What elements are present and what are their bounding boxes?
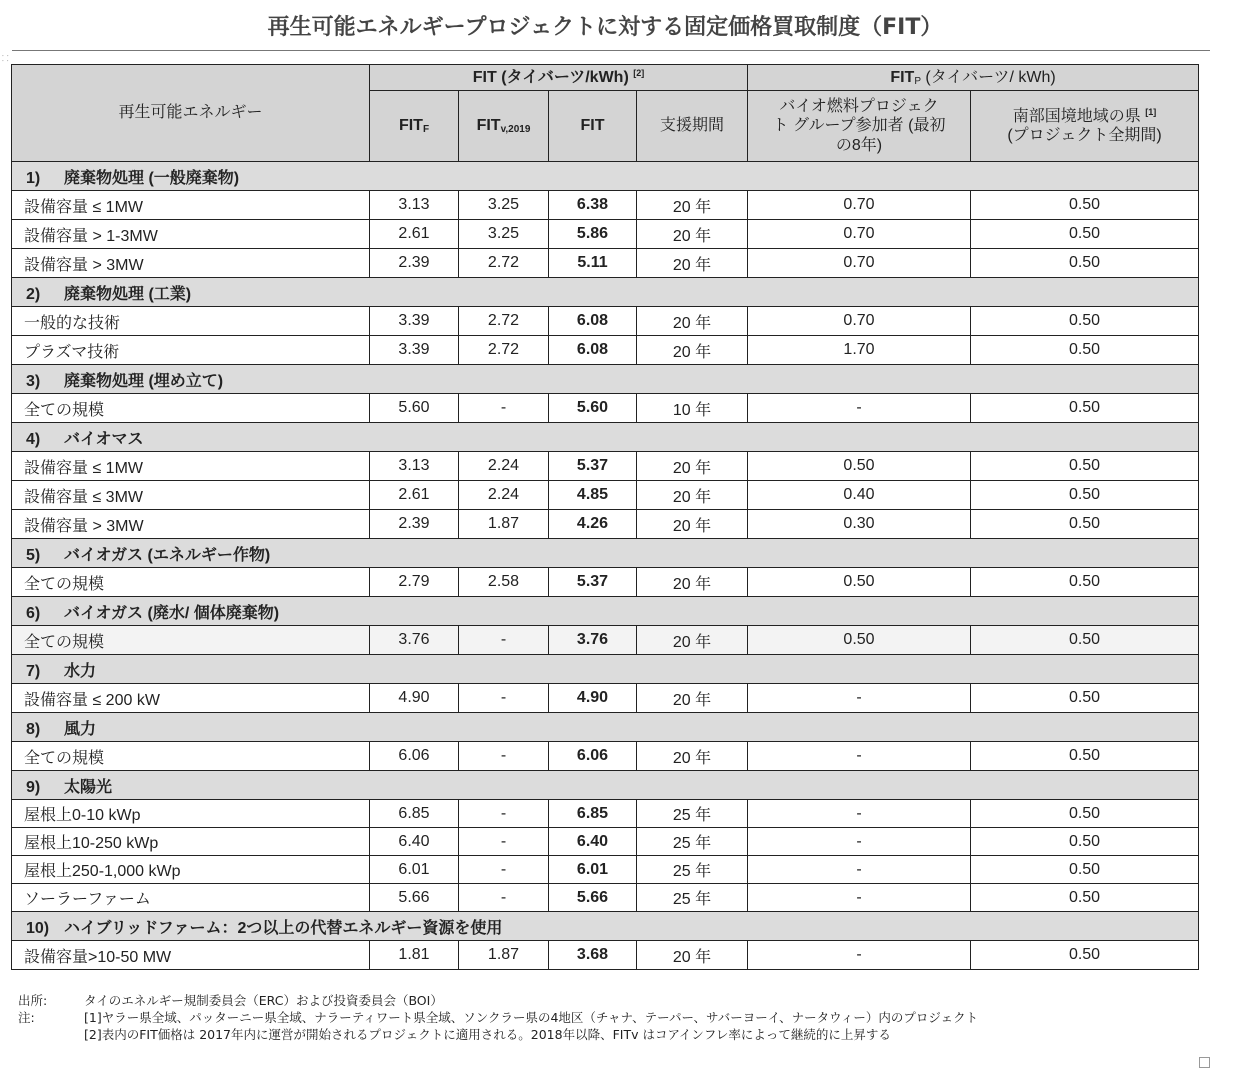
- category-row: [12, 162, 1199, 191]
- cell-fitv: 3.25: [459, 220, 549, 249]
- cell-fitf: 2.61: [370, 220, 459, 249]
- cell-period: 20 年: [637, 249, 748, 278]
- cell-fit: 6.85: [549, 800, 637, 828]
- fit-group-note: [2]: [633, 67, 645, 78]
- note-line-2: [18, 1026, 1218, 1043]
- cell-fitv: 2.72: [459, 336, 549, 365]
- category-number: 10): [26, 919, 50, 937]
- cell-fitv: -: [459, 626, 549, 655]
- row-label: 一般的な技術: [12, 307, 370, 336]
- cell-period: 10 年: [637, 394, 748, 423]
- cell-bio: 0.70: [748, 191, 971, 220]
- cell-fit: 4.26: [549, 510, 637, 539]
- note-2: [2]表内のFIT価格は 2017年内に運営が開始されるプロジェクトに適用される。2018年以降、FITv はコアインフレ率によって継続的に上昇する: [84, 1027, 891, 1042]
- cell-period: 20 年: [637, 626, 748, 655]
- cell-fitv: -: [459, 884, 549, 912]
- source-text: タイのエネルギー規制委員会（ERC）および投資委員会（BOI）: [84, 993, 443, 1008]
- category-label: バイオガス (廃水/ 個体廃棄物): [64, 604, 280, 622]
- cell-fitf: 4.90: [370, 684, 459, 713]
- category-cell: [12, 539, 1199, 568]
- cell-period: 20 年: [637, 742, 748, 771]
- southern-label: 南部国境地域の県: [1012, 107, 1141, 125]
- cell-fitv: 1.87: [459, 941, 549, 970]
- note-1: [1]ヤラー県全域、パッターニー県全域、ナラーティワート県全域、ソンクラー県の4地区（チャナ、テーパー、サバーヨーイ、ナータウィー）内のプロジェクト: [84, 1010, 979, 1025]
- cell-south: 0.50: [971, 394, 1199, 423]
- category-number: 6): [26, 604, 41, 622]
- category-number: 8): [26, 720, 41, 738]
- cell-south: 0.50: [971, 856, 1199, 884]
- category-label: バイオガス (エネルギー作物): [64, 546, 271, 564]
- category-label: 水力: [64, 662, 97, 680]
- header-fitf: [370, 91, 459, 162]
- cell-fitf: 6.40: [370, 828, 459, 856]
- fitf-main: FIT: [398, 117, 423, 134]
- corner-marker-icon: [1199, 1057, 1210, 1068]
- table-row: [12, 510, 1199, 539]
- table-row: [12, 191, 1199, 220]
- fit-table: [11, 64, 1199, 970]
- cell-fitf: 3.39: [370, 307, 459, 336]
- table-row: [12, 220, 1199, 249]
- cell-fitf: 2.79: [370, 568, 459, 597]
- cell-fitv: 2.24: [459, 452, 549, 481]
- cell-fitf: 3.13: [370, 191, 459, 220]
- table-row: [12, 307, 1199, 336]
- table-row: [12, 884, 1199, 912]
- cell-bio: -: [748, 828, 971, 856]
- header-fitp-group: [748, 65, 1199, 91]
- table-row: [12, 828, 1199, 856]
- cell-south: 0.50: [971, 220, 1199, 249]
- category-row: [12, 713, 1199, 742]
- cell-fit: 5.37: [549, 568, 637, 597]
- row-label: 設備容量 ≤ 200 kW: [12, 684, 370, 713]
- cell-fit: 5.66: [549, 884, 637, 912]
- table-row: [12, 800, 1199, 828]
- cell-bio: 1.70: [748, 336, 971, 365]
- cell-fitv: -: [459, 856, 549, 884]
- row-label: 設備容量 ≤ 3MW: [12, 481, 370, 510]
- cell-fitf: 3.13: [370, 452, 459, 481]
- cell-fit: 5.37: [549, 452, 637, 481]
- category-number: 2): [26, 285, 41, 303]
- category-row: [12, 655, 1199, 684]
- cell-bio: 0.50: [748, 452, 971, 481]
- cell-period: 20 年: [637, 220, 748, 249]
- cell-fitf: 3.39: [370, 336, 459, 365]
- category-label: 太陽光: [64, 778, 113, 796]
- cell-south: 0.50: [971, 684, 1199, 713]
- fit-group-label: FIT (タイバーツ/kWh): [472, 68, 629, 86]
- cell-period: 25 年: [637, 828, 748, 856]
- cell-bio: 0.50: [748, 568, 971, 597]
- cell-fitv: -: [459, 742, 549, 771]
- source-label: 出所:: [18, 993, 48, 1008]
- table-row: [12, 856, 1199, 884]
- table-row: [12, 626, 1199, 655]
- table-row: [12, 742, 1199, 771]
- cell-bio: -: [748, 800, 971, 828]
- cell-period: 20 年: [637, 336, 748, 365]
- header-fit: FIT: [549, 91, 637, 162]
- category-number: 5): [26, 546, 41, 564]
- category-row: [12, 423, 1199, 452]
- category-number: 1): [26, 169, 41, 187]
- header-row-1: [12, 65, 1199, 91]
- table-row: [12, 941, 1199, 970]
- cell-fitv: 2.58: [459, 568, 549, 597]
- table-row: [12, 568, 1199, 597]
- fitf-sub: F: [422, 124, 430, 135]
- cell-fitv: -: [459, 828, 549, 856]
- header-fitv: [459, 91, 549, 162]
- cell-bio: 0.70: [748, 307, 971, 336]
- category-row: [12, 771, 1199, 800]
- cell-south: 0.50: [971, 828, 1199, 856]
- row-label: 設備容量>10-50 MW: [12, 941, 370, 970]
- category-number: 7): [26, 662, 41, 680]
- header-period: 支援期間: [637, 91, 748, 162]
- table-row: [12, 452, 1199, 481]
- row-label: 屋根上0-10 kWp: [12, 800, 370, 828]
- cell-period: 20 年: [637, 191, 748, 220]
- cell-bio: 0.40: [748, 481, 971, 510]
- cell-period: 25 年: [637, 884, 748, 912]
- fitp-rest: (タイバーツ/ kWh): [920, 68, 1056, 86]
- cell-fitv: 2.72: [459, 307, 549, 336]
- cell-period: 20 年: [637, 941, 748, 970]
- cell-fitf: 5.60: [370, 394, 459, 423]
- row-label: 屋根上250-1,000 kWp: [12, 856, 370, 884]
- cell-period: 20 年: [637, 481, 748, 510]
- southern-label-2: (プロジェクト全期間): [1007, 127, 1162, 144]
- fitp-sub: P: [914, 75, 921, 87]
- row-label: 屋根上10-250 kWp: [12, 828, 370, 856]
- cell-south: 0.50: [971, 742, 1199, 771]
- cell-south: 0.50: [971, 568, 1199, 597]
- category-label: 廃棄物処理 (一般廃棄物): [64, 169, 240, 187]
- category-label: 風力: [64, 720, 97, 738]
- cell-bio: 0.70: [748, 220, 971, 249]
- row-label: 設備容量 ≤ 1MW: [12, 191, 370, 220]
- category-cell: [12, 278, 1199, 307]
- cell-fitv: -: [459, 394, 549, 423]
- cell-fitf: 6.06: [370, 742, 459, 771]
- category-row: [12, 365, 1199, 394]
- cell-fitf: 2.39: [370, 510, 459, 539]
- cell-fitv: -: [459, 684, 549, 713]
- category-label: 廃棄物処理 (埋め立て): [64, 372, 224, 390]
- cell-fitf: 3.76: [370, 626, 459, 655]
- cell-fitv: 1.87: [459, 510, 549, 539]
- row-label: 設備容量 > 1-3MW: [12, 220, 370, 249]
- cell-fitv: 3.25: [459, 191, 549, 220]
- cell-fit: 6.06: [549, 742, 637, 771]
- cell-fit: 6.08: [549, 336, 637, 365]
- category-label: バイオマス: [64, 430, 144, 448]
- cell-fitf: 2.39: [370, 249, 459, 278]
- cell-south: 0.50: [971, 884, 1199, 912]
- cell-fit: 4.85: [549, 481, 637, 510]
- cell-bio: -: [748, 394, 971, 423]
- table-row: [12, 481, 1199, 510]
- cell-bio: -: [748, 856, 971, 884]
- cell-fit: 6.01: [549, 856, 637, 884]
- row-label: 設備容量 > 3MW: [12, 510, 370, 539]
- cell-period: 20 年: [637, 307, 748, 336]
- cell-fitf: 6.85: [370, 800, 459, 828]
- cell-fitf: 2.61: [370, 481, 459, 510]
- cell-bio: -: [748, 941, 971, 970]
- cell-fit: 5.86: [549, 220, 637, 249]
- cell-south: 0.50: [971, 452, 1199, 481]
- category-number: 9): [26, 778, 41, 796]
- header-southern: [971, 91, 1199, 162]
- row-label: 設備容量 ≤ 1MW: [12, 452, 370, 481]
- cell-fitf: 1.81: [370, 941, 459, 970]
- cell-period: 20 年: [637, 684, 748, 713]
- row-label: プラズマ技術: [12, 336, 370, 365]
- source-line: [18, 992, 1218, 1009]
- table-row: [12, 394, 1199, 423]
- cell-fitv: 2.24: [459, 481, 549, 510]
- cell-south: 0.50: [971, 941, 1199, 970]
- table-body: [12, 162, 1199, 970]
- category-cell: [12, 423, 1199, 452]
- row-label: 全ての規模: [12, 742, 370, 771]
- cell-fit: 5.11: [549, 249, 637, 278]
- row-label: 全ての規模: [12, 568, 370, 597]
- cell-bio: -: [748, 684, 971, 713]
- cell-fitf: 5.66: [370, 884, 459, 912]
- category-row: [12, 539, 1199, 568]
- cell-fit: 6.38: [549, 191, 637, 220]
- note-line-1: [18, 1009, 1218, 1026]
- cell-period: 25 年: [637, 856, 748, 884]
- cell-fit: 3.76: [549, 626, 637, 655]
- row-label: 全ての規模: [12, 626, 370, 655]
- cell-period: 20 年: [637, 452, 748, 481]
- row-label: 設備容量 > 3MW: [12, 249, 370, 278]
- cell-period: 20 年: [637, 568, 748, 597]
- cell-fit: 3.68: [549, 941, 637, 970]
- row-label: ソーラーファーム: [12, 884, 370, 912]
- cell-period: 25 年: [637, 800, 748, 828]
- cell-fit: 4.90: [549, 684, 637, 713]
- table-row: [12, 684, 1199, 713]
- category-cell: [12, 655, 1199, 684]
- page-title: 再生可能エネルギープロジェクトに対する固定価格買取制度（FIT）: [267, 15, 943, 40]
- category-label: 廃棄物処理 (工業): [64, 285, 192, 303]
- southern-note: [1]: [1145, 106, 1157, 117]
- header-fit-group: [370, 65, 748, 91]
- cell-bio: -: [748, 884, 971, 912]
- category-row: [12, 597, 1199, 626]
- cell-bio: 0.50: [748, 626, 971, 655]
- table-row: [12, 336, 1199, 365]
- cell-fit: 6.40: [549, 828, 637, 856]
- cell-south: 0.50: [971, 800, 1199, 828]
- category-cell: [12, 713, 1199, 742]
- cell-south: 0.50: [971, 481, 1199, 510]
- fitp-main: FIT: [890, 68, 915, 86]
- cell-fit: 6.08: [549, 307, 637, 336]
- cell-south: 0.50: [971, 336, 1199, 365]
- fitv-main: FIT: [476, 117, 501, 134]
- cell-fitf: 6.01: [370, 856, 459, 884]
- cell-south: 0.50: [971, 249, 1199, 278]
- anchor-marker-icon: ⸬: [2, 54, 9, 63]
- cell-south: 0.50: [971, 510, 1199, 539]
- cell-south: 0.50: [971, 191, 1199, 220]
- cell-period: 20 年: [637, 510, 748, 539]
- cell-bio: -: [748, 742, 971, 771]
- category-cell: [12, 365, 1199, 394]
- cell-bio: 0.70: [748, 249, 971, 278]
- cell-south: 0.50: [971, 626, 1199, 655]
- cell-bio: 0.30: [748, 510, 971, 539]
- notes-label: 注:: [18, 1010, 35, 1025]
- footer: [18, 992, 1218, 1043]
- category-row: [12, 912, 1199, 941]
- category-cell: [12, 597, 1199, 626]
- category-cell: [12, 162, 1199, 191]
- row-label: 全ての規模: [12, 394, 370, 423]
- cell-fitv: -: [459, 800, 549, 828]
- table-row: [12, 249, 1199, 278]
- cell-fit: 5.60: [549, 394, 637, 423]
- category-number: 3): [26, 372, 41, 390]
- category-label: ハイブリッドファーム：2つ以上の代替エネルギー資源を使用: [64, 919, 503, 937]
- fitv-sub: v,2019: [500, 124, 531, 135]
- category-number: 4): [26, 430, 41, 448]
- category-cell: [12, 912, 1199, 941]
- cell-south: 0.50: [971, 307, 1199, 336]
- title-divider: [12, 50, 1210, 51]
- cell-fitv: 2.72: [459, 249, 549, 278]
- category-cell: [12, 771, 1199, 800]
- category-row: [12, 278, 1199, 307]
- header-renewable-energy: 再生可能エネルギー: [12, 65, 370, 162]
- header-biofuel: バイオ燃料プロジェクト グループ参加者 (最初の8年): [748, 91, 971, 162]
